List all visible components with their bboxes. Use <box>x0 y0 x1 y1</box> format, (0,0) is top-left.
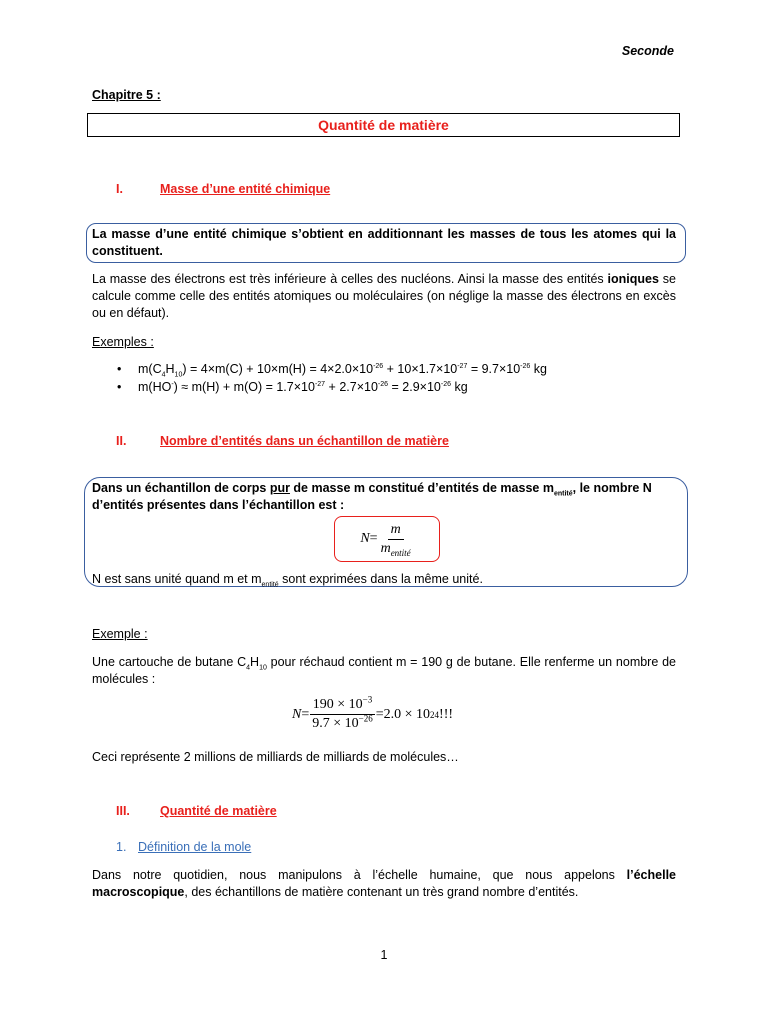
examples-label: Exemples : <box>92 335 154 349</box>
page-number: 1 <box>380 948 388 962</box>
formula-n-equals-m-over-mentite: N = $\frac{m}{m_{entité}}$ <box>360 521 411 558</box>
subsection-1-number: 1. <box>116 840 127 854</box>
section-2-title: Nombre d’entités dans un échantillon de matière <box>160 434 449 448</box>
molecule-count-calculation: N = $\frac{190 \times 10^{-3}}{9.7 \times 10^{-26}}$ =2.0 × 10 24 !!! <box>292 694 454 731</box>
para1-after: se calcule comme celle des entités atomiques ou moléculaires (on néglige la masse des électrons en excès ou en défaut). <box>92 272 676 320</box>
examples-list <box>92 360 676 396</box>
example-butane-mass: • $m(C_4H_{10}) = 4\times m(C) + 10\times m(H) = 4\times 2.0\times 10^{-26} + 10\times 1.7\times 10^{-27} = 9.7\times 10^{-26}$ kg <box>92 360 676 378</box>
section-2-heading <box>116 434 676 452</box>
section-3-title: Quantité de matière <box>160 804 277 818</box>
mole-intro-paragraph: Dans notre quotidien, nous manipulons à l’échelle humaine, que nous appelons l’échelle macroscopique, des échantillons de matière contenant un très grand nombre d’entités. <box>92 868 676 899</box>
subsection-1-heading <box>116 840 516 854</box>
scale-comment: Ceci représente 2 millions de milliards de milliards de molécules… <box>92 750 459 764</box>
subsection-1-title: Définition de la mole <box>138 840 252 854</box>
section-1-heading <box>116 182 676 200</box>
section-1-title: Masse d’une entité chimique <box>160 182 331 196</box>
section-3-number: III. <box>116 804 130 818</box>
para1-bold: ioniques <box>607 272 659 286</box>
definition-text-1: La masse d’une entité chimique s’obtient en additionnant les masses de tous les atomes qui la constituent. <box>92 227 676 258</box>
para1-before: La masse des électrons est très inférieure à celles des nucléons. Ainsi la masse des entités <box>92 272 608 286</box>
definition-text-2: Dans un échantillon de corps pur de masse m constitué d’entités de masse $m_{entité}$, le nombre N d’entités présentes dans l’échantillon est : <box>92 481 652 512</box>
example-hydroxide-mass: • $m(HO^-) \approx m(H) + m(O) = 1.7\times 10^{-27} + 2.7\times 10^{-26} = 2.9\times 10^{-26}$ kg <box>92 378 676 396</box>
chapter-label: Chapitre 5 : <box>92 88 161 102</box>
section-1-number: I. <box>116 182 123 196</box>
title-box <box>87 113 680 137</box>
level-label: Seconde <box>621 44 674 58</box>
document-title: Quantité de matière <box>318 117 449 133</box>
paragraph-ionic-mass <box>92 271 676 322</box>
butane-example-text: Une cartouche de butane $C_4H_{10}$ pour réchaud contient m = 190 g de butane. Elle renferme un nombre de molécules : <box>92 655 676 686</box>
macroscopic-scale-term: l’échelle macroscopique <box>92 868 676 899</box>
pur-emphasis: pur <box>269 481 290 495</box>
section-3-heading <box>116 804 676 822</box>
example-label: Exemple : <box>92 627 148 641</box>
unit-note: N est sans unité quand m et $m_{entité}$ sont exprimées dans la même unité. <box>92 572 483 589</box>
section-2-number: II. <box>116 434 127 448</box>
